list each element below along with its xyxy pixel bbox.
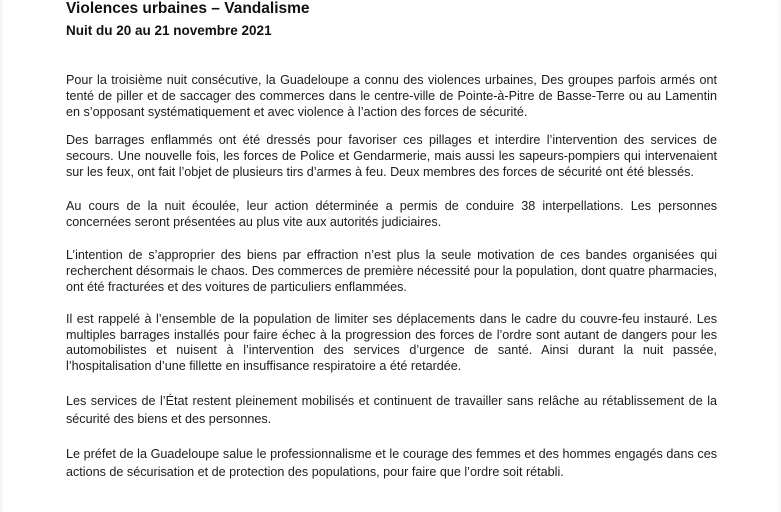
document-date: Nuit du 20 au 21 novembre 2021 — [66, 23, 272, 38]
document-body — [66, 73, 717, 481]
document-header — [66, 0, 766, 39]
paragraph-1: Pour la troisième nuit consécutive, la Guadeloupe a connu des violences urbaines, Des groupes parfois armés ont tenté de piller et de saccager des commerces dans le centre-ville de Pointe-à-Pitre de Basse-Terre ou au Lamentin en s’opposant systématiquement et avec violence à l’action des forces de sécurité. — [66, 73, 717, 119]
paragraph-7: Le préfet de la Guadeloupe salue le professionnalisme et le courage des femmes et des hommes engagés dans ces actions de sécurisation et de protection des populations, pour faire que l’ordre soit rétabli. — [66, 446, 717, 479]
paragraph-6: Les services de l’État restent pleinement mobilisés et continuent de travailler sans relâche au rétablissement de la sécurité des biens et des personnes. — [66, 393, 717, 426]
paragraph-3: Au cours de la nuit écoulée, leur action déterminée a permis de conduire 38 interpellations. Les personnes concernées seront présentées au plus vite aux autorités judiciaires. — [66, 198, 717, 229]
paragraph-2: Des barrages enflammés ont été dressés pour favoriser ces pillages et interdire l’intervention des services de secours. Une nouvelle fois, les forces de Police et Gendarmerie, mais aussi les sapeurs-pompiers qui intervenaient sur les feux, ont fait l’objet de plusieurs tirs d’armes à feu. Deux membres des forces de sécurité ont été blessés. — [66, 133, 717, 179]
paragraph-5: Il est rappelé à l’ensemble de la population de limiter ses déplacements dans le cadre du couvre-feu instauré. Les multiples barrages installés pour faire échec à la progression des forces de l’ordre sont autant de dangers pour les automobilistes et nuisent à l’intervention des services d’urgence de santé. Ainsi durant la nuit passée, l’hospitalisation d’une fillette en insuffisance respiratoire a été retardée. — [66, 311, 717, 374]
paragraph-4: L’intention de s’approprier des biens par effraction n’est plus la seule motivation de ces bandes organisées qui recherchent désormais le chaos. Des commerces de première nécessité pour la population, dont quatre pharmacies, ont été fracturées et des voitures de particuliers enflammées. — [66, 248, 717, 294]
document-title: Violences urbaines – Vandalisme — [66, 0, 310, 17]
